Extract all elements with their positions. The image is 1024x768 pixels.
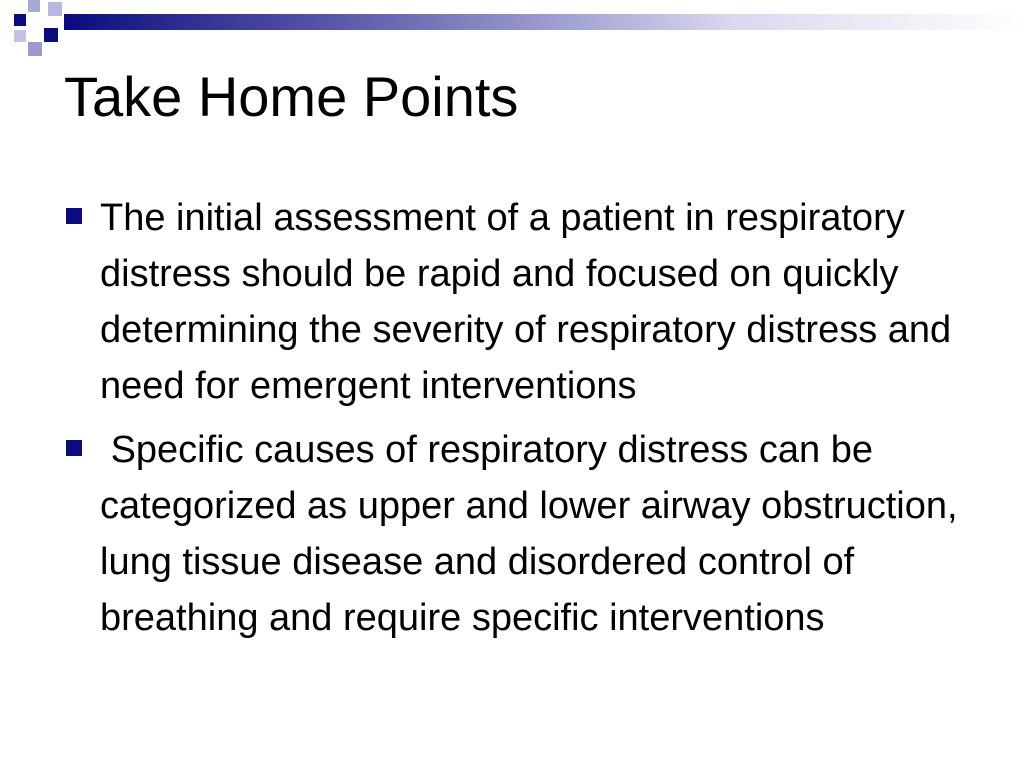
slide-title: Take Home Points xyxy=(64,65,519,128)
bullet-text-1: The initial assessment of a patient in respiratory distress should be rapid and focused on quickly determining the severity of respiratory distress and need for emergent interventions xyxy=(100,197,962,407)
header-gradient-bar xyxy=(0,0,1024,62)
header-square-light-2 xyxy=(48,2,62,16)
header-gradient-strip xyxy=(64,14,1024,30)
square-bullet-icon xyxy=(66,440,82,456)
header-square-dark-1 xyxy=(14,14,26,26)
header-square-light-4 xyxy=(28,42,42,56)
bullet-item-2 xyxy=(62,422,972,646)
bullet-list xyxy=(62,190,972,654)
header-square-light-3 xyxy=(14,30,26,42)
header-square-light-1 xyxy=(28,0,40,12)
bullet-text-2: Specific causes of respiratory distress can be categorized as upper and lower airway obstruction, lung tissue disease and disordered control of breathing and require specific interventions xyxy=(100,429,969,639)
header-square-dark-2 xyxy=(44,28,58,42)
square-bullet-icon xyxy=(66,208,82,224)
bullet-item-1 xyxy=(62,190,972,414)
